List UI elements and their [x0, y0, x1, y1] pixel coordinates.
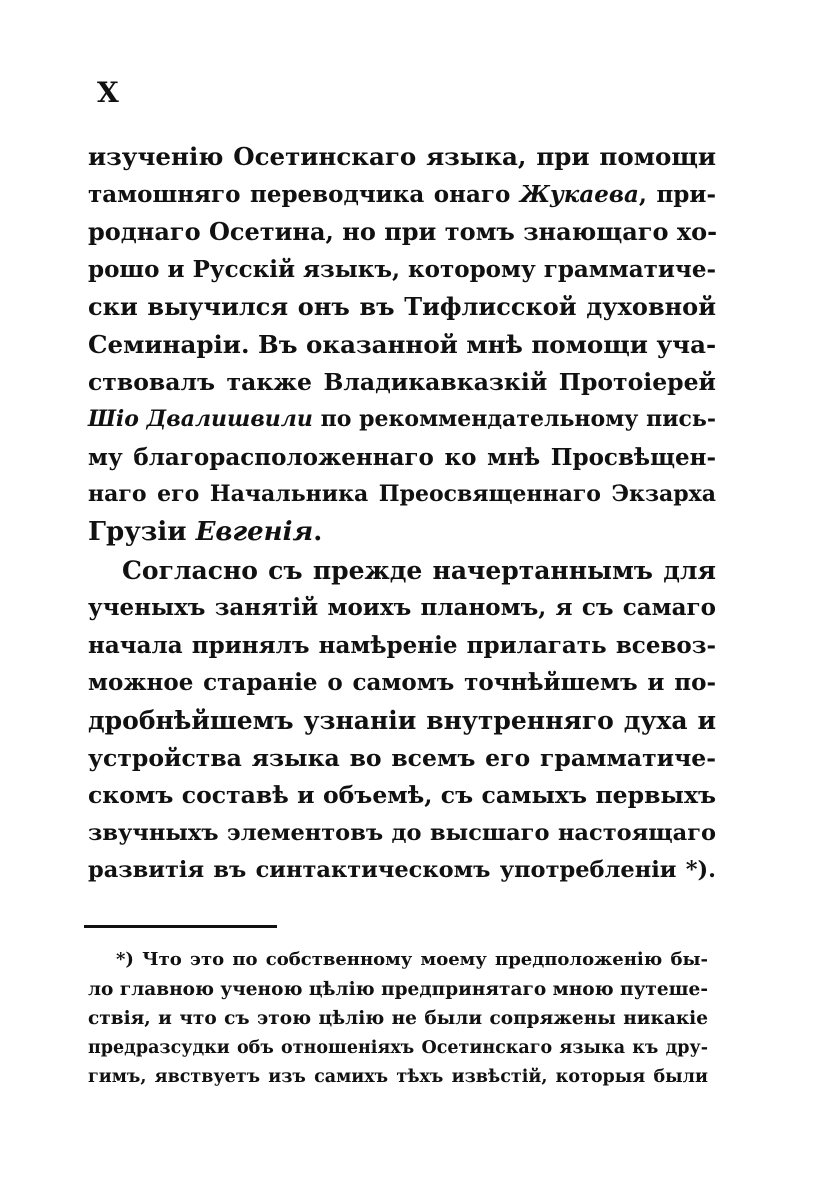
text-line: [88, 401, 716, 439]
italic-name: Жукаева: [519, 180, 639, 208]
text-line: Семинаріи. Въ оказанной мнѣ помощи уча-: [88, 329, 717, 359]
text-span: тамошняго переводчика онаго: [88, 180, 520, 208]
italic-name: Шіо Двалишвили: [88, 406, 313, 433]
text-line: ученыхъ занятій моихъ планомъ, я съ самаго: [88, 594, 716, 622]
text-line: изученію Осетинскаго языка, при помощи: [88, 142, 716, 171]
footnote-line: предразсудки объ отношеніяхъ Осетинскаго языка къ дру-: [88, 1037, 708, 1058]
text-span: .: [313, 516, 323, 547]
text-line: можное стараніе о самомъ точнѣйшемъ и по-: [88, 669, 716, 697]
text-line: [88, 514, 716, 552]
footnote-divider: [84, 925, 277, 928]
text-line: му благорасположеннаго ко мнѣ Просвѣщен-: [88, 443, 716, 471]
text-line: развитія въ синтактическомъ употребленіи *).: [88, 857, 716, 884]
text-line: ствовалъ также Владикавказкій Протоіерей: [88, 367, 716, 396]
body-text: [88, 138, 716, 890]
page-number: X: [97, 76, 120, 109]
text-line: звучныхъ элементовъ до высшаго настоящаго: [88, 819, 716, 846]
italic-name: Евгенія: [195, 516, 314, 547]
text-line: ски выучился онъ въ Тифлисской духовной: [88, 292, 716, 322]
text-line: рошо и Русскій языкъ, которому грамматиче-: [88, 255, 716, 283]
text-line: Согласно съ прежде начертаннымъ для: [122, 555, 716, 585]
text-line: скомъ составѣ и объемѣ, съ самыхъ первыхъ: [88, 781, 716, 810]
text-span: , при-: [638, 180, 716, 208]
footnote-line: ло главною ученою цѣлію предпринятаго мною путеше-: [88, 978, 708, 1000]
footnote-line: гимъ, явствуетъ изъ самихъ тѣхъ извѣстій, которыя были: [88, 1067, 708, 1087]
footnote: [88, 945, 708, 1093]
text-span: по рекоммендательному пись-: [312, 406, 716, 433]
text-span: Грузіи: [88, 516, 196, 547]
footnote-line: *) Что это по собственному моему предположенію бы-: [116, 949, 708, 970]
text-line: устройства языка во всемъ его грамматиче-: [88, 743, 716, 772]
footnote-line: ствія, и что съ этою цѣлію не были сопряжены никакіе: [88, 1008, 708, 1029]
text-line: роднаго Осетина, но при томъ знающаго хо-: [88, 217, 718, 247]
text-line: [88, 176, 716, 214]
text-line: начала принялъ намѣреніе прилагать всевоз-: [88, 631, 716, 659]
text-line: дробнѣйшемъ узнаніи внутренняго духа и: [88, 705, 716, 735]
text-line: наго его Начальника Преосвященнаго Экзарха: [88, 481, 716, 508]
